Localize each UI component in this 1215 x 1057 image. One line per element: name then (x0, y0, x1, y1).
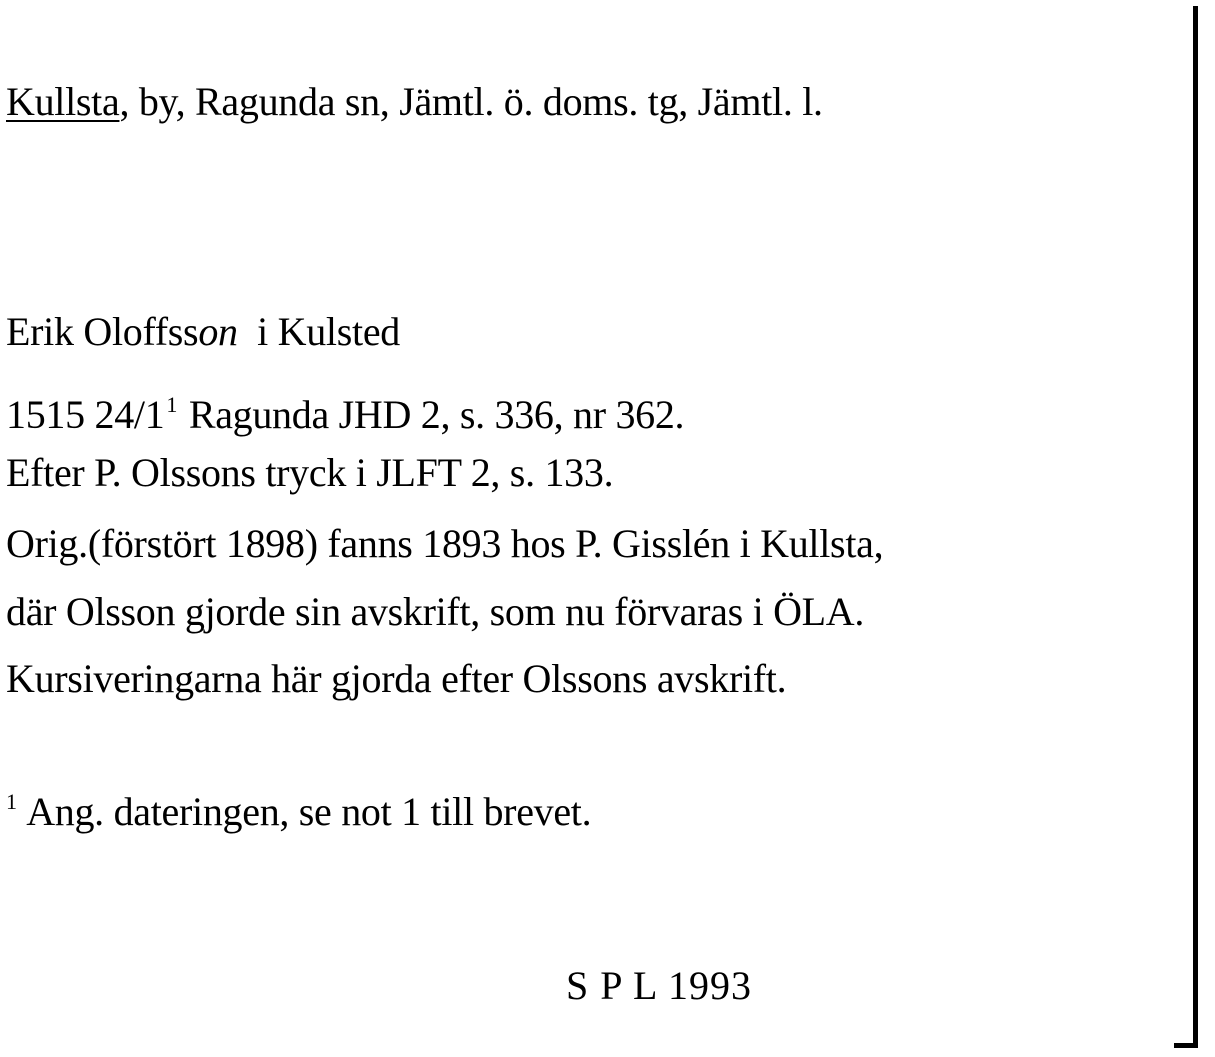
signature: S P L 1993 (566, 963, 752, 1008)
source-line: Efter P. Olssons tryck i JLFT 2, s. 133. (6, 450, 614, 495)
footnote-mark: 1 (6, 789, 17, 814)
border-rule-foot (1174, 1043, 1198, 1048)
copy-line: där Olsson gjorde sin avskrift, som nu förvaras i ÖLA. (6, 589, 865, 634)
date-text: 1515 24/1 (6, 392, 165, 437)
reference-text: Ragunda JHD 2, s. 336, nr 362. (179, 392, 685, 437)
person-name-italic-part: on (198, 309, 238, 354)
original-line: Orig.(förstört 1898) fanns 1893 hos P. Gisslén i Kullsta, (6, 521, 884, 566)
person-name: Erik Oloffss (6, 309, 199, 354)
place-name: Kullsta (6, 79, 120, 124)
person-location: i Kulsted (237, 309, 400, 354)
footnote-reference-mark: 1 (166, 392, 178, 417)
person-line (6, 310, 400, 354)
footnote-text: Ang. dateringen, se not 1 till brevet. (18, 789, 592, 834)
date-reference-line (6, 383, 684, 437)
document-heading (6, 80, 823, 124)
italics-note-line: Kursiveringarna här gjorda efter Olssons avskrift. (6, 656, 787, 701)
footnote (4, 780, 591, 834)
right-border-rule (1193, 6, 1198, 1046)
heading-details: , by, Ragunda sn, Jämtl. ö. doms. tg, Jämtl. l. (119, 79, 823, 124)
